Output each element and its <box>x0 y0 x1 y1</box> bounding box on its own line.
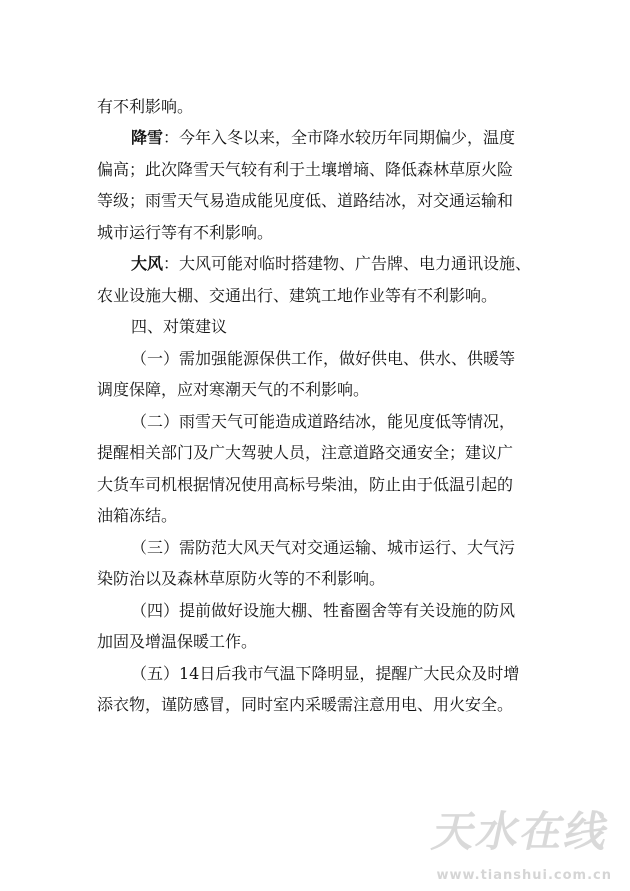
snow-paragraph-line: 城市运行等有不利影响。 <box>97 223 274 242</box>
suggestion-line: （二）雨雪天气可能造成道路结冰，能见度低等情况， <box>131 412 516 431</box>
suggestion-line: 大货车司机根据情况使用高标号柴油，防止由于低温引起的 <box>97 475 514 494</box>
watermark-logo-text: 天水在线 <box>428 807 615 856</box>
suggestion-line: 加固及增温保暖工作。 <box>97 632 258 651</box>
suggestion-line: （四）提前做好设施大棚、牲畜圈舍等有关设施的防风 <box>131 601 516 620</box>
suggestion-line: （三）需防范大风天气对交通运输、城市运行、大气污 <box>131 538 516 557</box>
suggestion-line: 调度保障，应对寒潮天气的不利影响。 <box>97 380 370 399</box>
suggestion-line: （五）14日后我市气温下降明显，提醒广大民众及时增 <box>131 664 520 683</box>
suggestion-line: 添衣物，谨防感冒，同时室内采暖需注意用电、用火安全。 <box>97 695 514 714</box>
snow-paragraph-line: 偏高；此次降雪天气较有利于土壤增墒、降低森林草原火险 <box>97 160 514 179</box>
wind-label: 大风 <box>131 254 164 273</box>
snow-paragraph-line: 等级；雨雪天气易造成能见度低、道路结冰，对交通运输和 <box>97 191 514 210</box>
suggestion-line: 提醒相关部门及广大驾驶人员，注意道路交通安全；建议广 <box>97 443 514 462</box>
snow-paragraph-line: 降雪：今年入冬以来，全市降水较历年同期偏少，温度 <box>131 128 516 147</box>
site-watermark <box>416 799 616 885</box>
suggestion-line: 油箱冻结。 <box>97 506 178 525</box>
wind-paragraph-line: 大风：大风可能对临时搭建物、广告牌、电力通讯设施、 <box>131 254 532 273</box>
section-heading: 四、对策建议 <box>131 317 228 336</box>
paragraph-continuation: 有不利影响。 <box>97 97 194 116</box>
watermark-url: www.tianshui.com.cn <box>436 868 612 883</box>
suggestion-line: （一）需加强能源保供工作，做好供电、供水、供暖等 <box>131 349 516 368</box>
wind-paragraph-line: 农业设施大棚、交通出行、建筑工地作业等有不利影响。 <box>97 286 498 305</box>
suggestion-line: 染防治以及森林草原防火等的不利影响。 <box>97 569 386 588</box>
snow-label: 降雪 <box>131 128 164 147</box>
